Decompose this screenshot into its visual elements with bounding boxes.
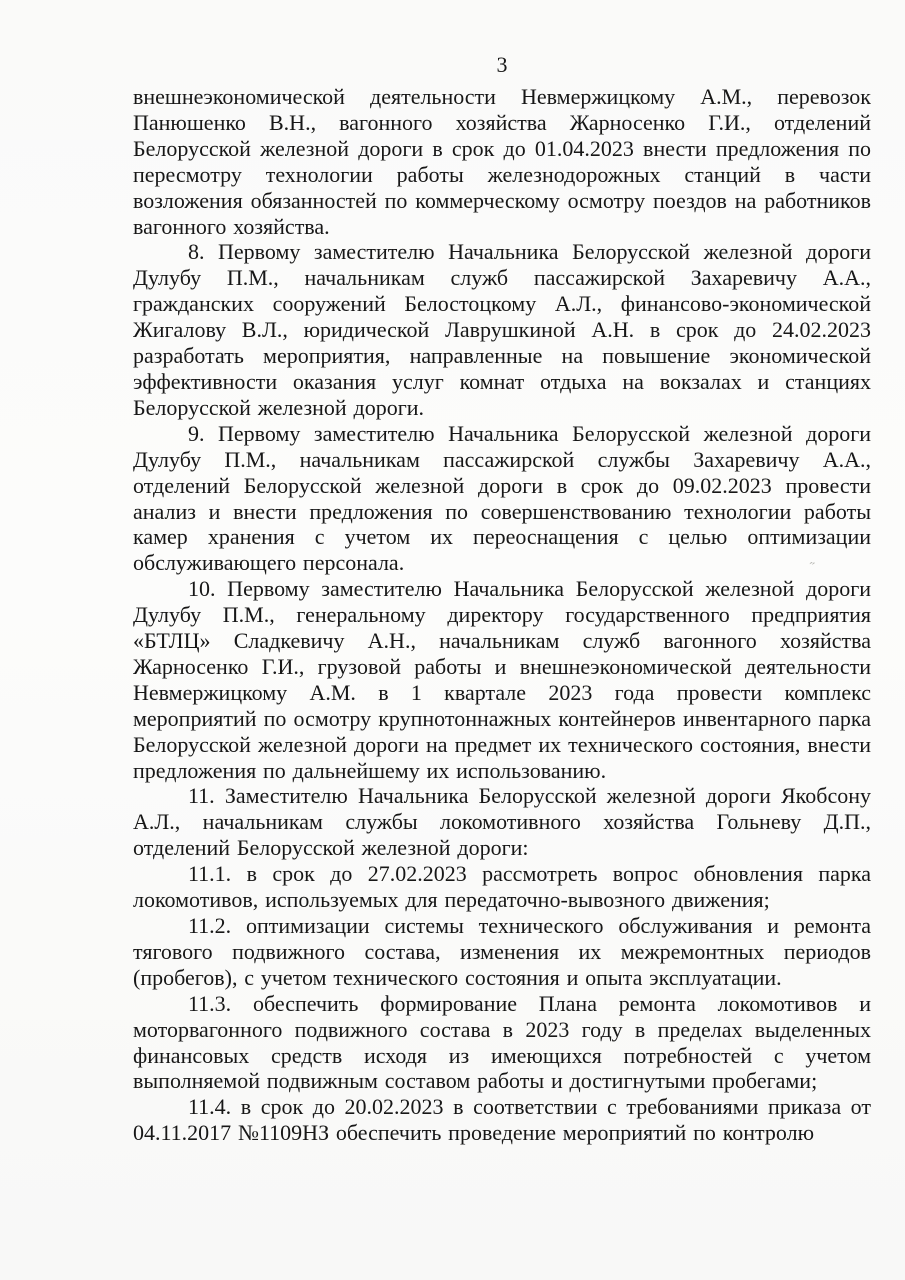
paragraph-item-10: 10. Первому заместителю Начальника Белорусской железной дороги Дулубу П.М., генеральному директору государственного предприятия «БТЛЦ» Сладкевичу А.Н., начальникам служб вагонного хозяйства Жарносенко Г.И., грузовой работы и внешнеэкономической деятельности Невмержицкому А.М. в 1 квартале 2023 года провести комплекс мероприятий по осмотру крупнотоннажных контейнеров инвентарного парка Белорусской железной дороги на предмет их технического состояния, внести предложения по дальнейшему их использованию. [133,576,871,783]
paragraph-item-11-1: 11.1. в срок до 27.02.2023 рассмотреть вопрос обновления парка локомотивов, используемых для передаточно-вывозного движения; [133,861,871,913]
document-body [133,84,871,1146]
page-number: 3 [496,52,508,77]
pencil-mark-artifact: ˶ [808,553,817,571]
paragraph-item-8: 8. Первому заместителю Начальника Белорусской железной дороги Дулубу П.М., начальникам служб пассажирской Захаревичу А.А., гражданских сооружений Белостоцкому А.Л., финансово-экономической Жигалову В.Л., юридической Лаврушкиной А.Н. в срок до 24.02.2023 разработать мероприятия, направленные на повышение экономической эффективности оказания услуг комнат отдыха на вокзалах и станциях Белорусской железной дороги. [133,239,871,420]
paragraph-continuation: внешнеэкономической деятельности Невмержицкому А.М., перевозок Панюшенко В.Н., вагонного хозяйства Жарносенко Г.И., отделений Белорусской железной дороги в срок до 01.04.2023 внести предложения по пересмотру технологии работы железнодорожных станций в части возложения обязанностей по коммерческому осмотру поездов на работников вагонного хозяйства. [133,84,871,239]
paragraph-item-9: 9. Первому заместителю Начальника Белорусской железной дороги Дулубу П.М., начальникам пассажирской службы Захаревичу А.А., отделений Белорусской железной дороги в срок до 09.02.2023 провести анализ и внести предложения по совершенствованию технологии работы камер хранения с учетом их переоснащения с целью оптимизации обслуживающего персонала. [133,420,871,576]
paragraph-item-11-4: 11.4. в срок до 20.02.2023 в соответствии с требованиями приказа от 04.11.2017 №1109НЗ обеспечить проведение мероприятий по контролю [133,1094,871,1146]
paragraph-item-11-3: 11.3. обеспечить формирование Плана ремонта локомотивов и моторвагонного подвижного состава в 2023 году в пределах выделенных финансовых средств исходя из имеющихся потребностей с учетом выполняемой подвижным составом работы и достигнутыми пробегами; [133,990,871,1094]
paragraph-item-11: 11. Заместителю Начальника Белорусской железной дороги Якобсону А.Л., начальникам службы локомотивного хозяйства Гольневу Д.П., отделений Белорусской железной дороги: [133,783,871,861]
paragraph-item-11-2: 11.2. оптимизации системы технического обслуживания и ремонта тягового подвижного состава, изменения их межремонтных периодов (пробегов), с учетом технического состояния и опыта эксплуатации. [133,913,871,990]
